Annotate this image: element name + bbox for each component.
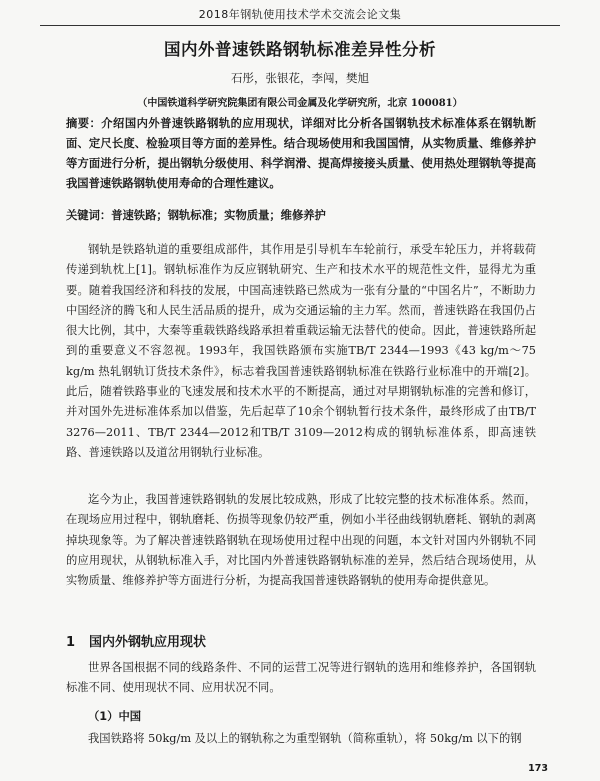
section-heading-1 xyxy=(66,631,206,650)
body-paragraph-4 xyxy=(66,729,536,749)
body-paragraph-3 xyxy=(66,658,536,699)
paragraph-text: 我国铁路将 50kg/m 及以上的钢轨称之为重型钢轨（简称重轨），将 50kg/m 以下的钢 xyxy=(88,732,522,745)
paragraph-text: 迄今为止，我国普速铁路钢轨的发展比较成熟，形成了比较完整的技术标准体系。然而，在现场应用过程中，钢轨磨耗、伤损等现象仍较严重，例如小半径曲线钢轨磨耗、钢轨的剥离掉块现象等。为了解决普速铁路钢轨在现场使用过程中出现的问题，本文针对国内外钢轨不同的应用现状，从钢轨标准入手，对比国内外普速铁路钢轨标准的差异，然后结合现场使用，从实物质量、维修养护等方面进行分析，为提高我国普速铁路钢轨的使用寿命提供意见。 xyxy=(66,493,536,588)
paragraph-text: 钢轨是铁路轨道的重要组成部件，其作用是引导机车车轮前行，承受车轮压力，并将载荷传递到轨枕上[1]。钢轨标准作为反应钢轨研究、生产和技术水平的规范性文件，显得尤为重要。随着我国经济和科技的发展，中国高速铁路已然成为一张有分量的“中国名片”，不断助力中国经济的腾飞和人民生活品质的提升，成为交通运输的主力军。然而，普速铁路在我国仍占很大比例，其中，大秦等重载铁路线路承担着重载运输无法替代的使命。因此，普速铁路所起到的重要意义不容忽视。1993年，我国铁路颁布实施TB/T 2344—1993《43 kg/m～75 kg/m 热轧钢轨订货技术条件》，标志着我国普速铁路钢轨标准在铁路行业标准中的开端[2]。此后，随着铁路事业的飞速发展和技术水平的不断提高，通过对早期钢轨标准的完善和修订，并对国外先进标准体系加以借鉴，先后起草了10余个钢轨暂行技术条件，最终形成了由TB/T 3276—2011、TB/T 2344—2012和TB/T 3109—2012构成的钢轨标准体系，即高速铁路、普速铁路以及道岔用钢轨行业标准。 xyxy=(66,243,536,459)
paragraph-text: 世界各国根据不同的线路条件、不同的运营工况等进行钢轨的选用和维修养护，各国钢轨标准不同、使用现状不同、应用状况不同。 xyxy=(66,661,536,695)
page-number: 173 xyxy=(528,763,548,774)
abstract-text: 介绍国内外普速铁路钢轨的应用现状，详细对比分析各国钢轨技术标准体系在钢轨断面、定尺长度、检验项目等方面的差异性。结合现场使用和我国国情，从实物质量、维修养护等方面进行分析，提出钢轨分级使用、科学润滑、提高焊接接头质量、使用热处理钢轨等提高我国普速铁路钢轨使用寿命的合理性建议。 xyxy=(66,117,536,190)
keywords xyxy=(66,206,536,226)
keywords-text: 普速铁路；钢轨标准；实物质量；维修养护 xyxy=(111,209,326,222)
body-paragraph-1 xyxy=(66,240,536,463)
keywords-label: 关键词： xyxy=(66,209,112,222)
header-rule xyxy=(40,25,560,26)
section-title: 国内外钢轨应用现状 xyxy=(89,635,207,650)
authors: 石彤，张银花，李闯，樊旭 xyxy=(231,71,369,85)
subsection-heading: （1）中国 xyxy=(88,710,142,723)
affiliation: （中国铁道科学研究院集团有限公司金属及化学研究所，北京 100081） xyxy=(137,98,463,109)
running-head: 2018年钢轨使用技术学术交流会论文集 xyxy=(198,8,402,21)
paper-title: 国内外普速铁路钢轨标准差异性分析 xyxy=(164,40,436,59)
body-paragraph-2 xyxy=(66,490,536,591)
section-number: 1 xyxy=(66,635,76,650)
abstract xyxy=(66,114,536,194)
abstract-label: 摘要： xyxy=(66,117,102,130)
